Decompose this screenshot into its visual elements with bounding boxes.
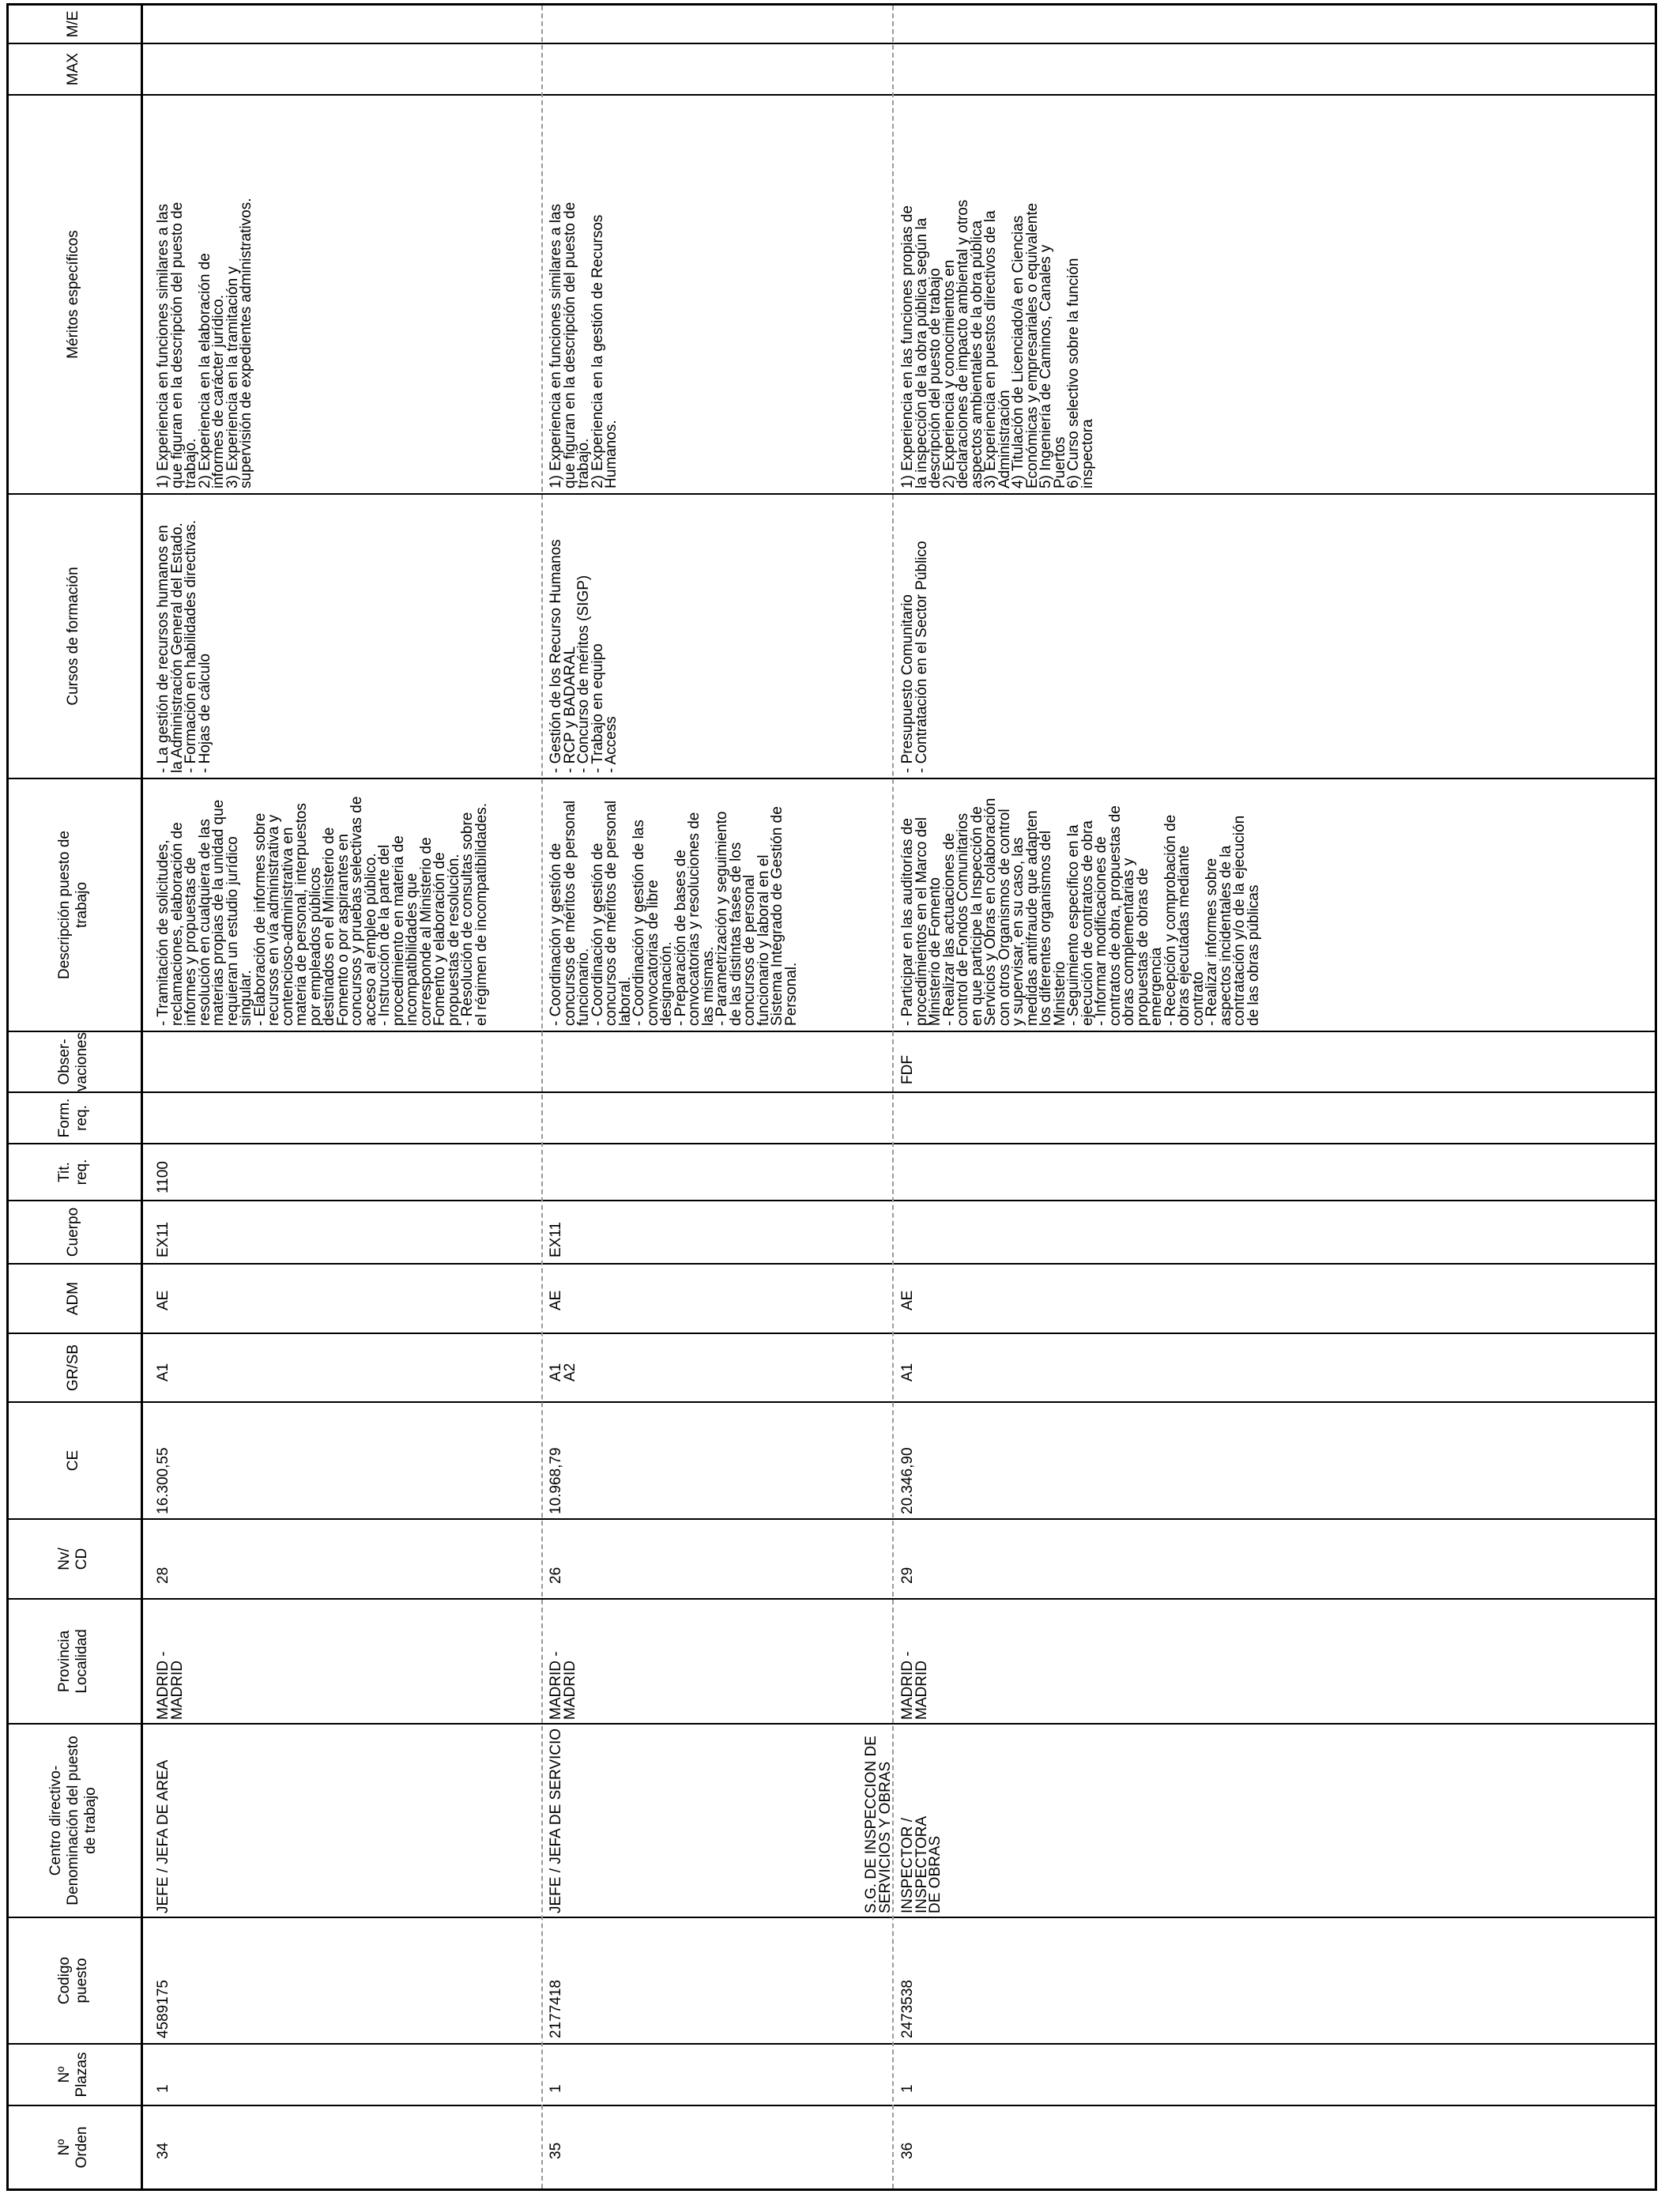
header-max: MAX [65,52,81,86]
column-separator [142,1401,1655,1403]
column-separator [142,1263,1655,1265]
cell-grupo: A1 [155,1363,171,1382]
column-separator [142,1598,1655,1600]
cell-meritos: 1) Experiencia en funciones similares a las que figuran en la descripción del puesto de trabajo. 2) Experiencia en la elaboración de informes de carácter jurídico. 3) Experiencia en la tramitación y supervisión de expedientes administrativos. [155,198,254,488]
cell-codigo: 2473538 [899,1980,916,2038]
header-codigo: Codigo puesto [56,1956,90,2005]
header-centro: Centro directivo- Denominación del puesto de trabajo [47,1736,99,1906]
section-label: S.G. DE INSPECCION DE SERVICIOS Y OBRAS [863,1736,894,1913]
cell-ce: 10.968,79 [548,1447,564,1514]
header-titulacion: Tit. req. [56,1159,90,1186]
table-border-left [6,2188,1657,2191]
cell-meritos: 1) Experiencia en las funciones propias de la inspección de la obra pública según la descripción del puesto de trabajo 2) Experiencia y conocimientos en declaraciones de impacto ambiental y otros aspectos ambientales de la obra pública 3) Experiencia en puestos directivos de la Administración 4) Titulación de Licenciado/a en Ciencias Económicas y empresariales o equivalente 5) Ingeniería de Caminos, Canales y Puertos 6) Curso selectivo sobre la función inspectora [899,199,1096,488]
column-separator [142,1333,1655,1334]
cell-cuerpo: EX11 [155,1221,171,1257]
header-adm: ADM [65,1281,81,1316]
column-separator [142,1723,1655,1725]
cell-titulacion: 1100 [155,1161,171,1193]
column-separator [142,1200,1655,1201]
cell-cursos: - Presupuesto Comunitario - Contratación en el Sector Público [899,541,930,773]
cell-descripcion: - Coordinación y gestión de concursos de méritos de personal funcionario. - Coordinación y gestión de concursos de méritos de personal laboral. - Coordinación y gestión de las convocatorias de libre designación. - Preparación de bases de convocatorias y resoluciones de las mismas. - Parametrización y seguimiento de las distintas fases de los concursos de personal funcionario y laboral en el Sistema Integrado de Gestión de Personal. [548,800,800,1026]
column-separator [142,778,1655,779]
column-separator [142,1091,1655,1093]
header-me: M/E [65,10,81,38]
header-descripcion: Descripción puesto de trabajo [56,831,90,979]
cell-cursos: - Gestión de los Recurso Humanos - RCP y BADARAL - Concurso de méritos (SIGP) - Trabajo en equipo - Access [548,539,620,773]
row-separator-35 [541,6,543,2188]
cell-descripcion: - Participar en las auditorías de procedimientos en el Marco del Ministerio de Fomento - Realizar las actuaciones de control de Fondos Comunitarios en que participe la Inspección de Servicios y Obras en colaboración con otros Organismos de control y supervisar, en su caso, las medidas antifraude que adapten los diferentes organismos del Ministerio - Seguimiento específico en la ejecución de contratos de obra - Informar modificaciones de contratos de obra, propuestas de obras complementarias y propuestas de obras de emergencia - Recepción y comprobación de obras ejecutadas mediante contrato - Realizar informes sobre aspectos incidentales de la contratación y/o de la ejecución de las obras públicas [899,797,1262,1026]
cell-orden: 36 [899,2142,916,2159]
cell-nivel: 28 [155,1566,171,1584]
header-plazas: Nº Plazas [56,2052,90,2098]
cell-plazas: 1 [899,2084,916,2093]
cell-adm: AE [899,1290,916,1310]
cell-cuerpo: EX11 [548,1221,564,1257]
column-separator [142,1143,1655,1144]
header-provincia: Provincia Localidad [56,1629,90,1694]
column-separator [142,94,1655,96]
cell-denominacion: JEFE / JEFA DE AREA [155,1759,171,1913]
cell-codigo: 2177418 [548,1980,564,2038]
cell-provincia: MADRID - MADRID [155,1651,186,1720]
cell-nivel: 26 [548,1566,564,1584]
column-separator [142,2043,1655,2045]
column-separator [142,1917,1655,1918]
cell-descripcion: - Tramitación de solicitudes, reclamaciones, elaboración de informes y propuestas de resolución en cualquiera de las materias propias de la unidad que requieran un estudio jurídico singular. - Elaboración de informes sobre recursos en vía administrativa y contencioso-administrativa en materia de personal, interpuestos por empleados públicos destinados en el Ministerio de Fomento o por aspirantes en concursos y pruebas selectivas de acceso al empleo público. - Instrucción de la parte del procedimiento en materia de incompatibilidades que corresponde al Ministerio de Fomento y elaboración de propuestas de resolución. - Resolución de consultas sobre el régimen de incompatibilidades. [155,796,490,1026]
cell-provincia: MADRID - MADRID [548,1651,578,1720]
header-bottom-rule [141,3,143,2191]
header-observaciones: Obser- vaciones [56,1032,90,1091]
cell-grupo: A1 [899,1363,916,1382]
column-separator [142,1518,1655,1520]
cell-cursos: - La gestión de recursos humanos en la Administración General del Estado. - Formación en habilidades directivas. - Hojas de cálculo [155,520,213,773]
column-separator [142,1031,1655,1032]
cell-nivel: 29 [899,1566,916,1584]
cell-ce: 16.300,55 [155,1447,171,1514]
cell-orden: 34 [155,2142,171,2159]
cell-codigo: 4589175 [155,1980,171,2038]
header-cursos: Cursos de formación [65,567,81,706]
cell-orden: 35 [548,2142,564,2159]
cell-denominacion: INSPECTOR / INSPECTORA DE OBRAS [899,1815,944,1913]
header-nivel: Nv/ CD [56,1547,90,1570]
cell-provincia: MADRID - MADRID [899,1651,930,1720]
header-ce: CE [65,1449,81,1472]
header-meritos: Méritos específicos [65,230,81,359]
cell-adm: AE [548,1290,564,1310]
cell-plazas: 1 [155,2084,171,2093]
column-separator [142,43,1655,44]
cell-observaciones: FDF [899,1055,916,1084]
table-border-bottom [1655,3,1657,2191]
cell-plazas: 1 [548,2084,564,2093]
header-formacion: Form. req. [56,1098,90,1138]
cell-meritos: 1) Experiencia en funciones similares a las que figuran en la descripción del puesto de trabajo. 2) Experiencia en la gestión de Recursos Humanos. [548,202,620,488]
cell-adm: AE [155,1290,171,1310]
column-separator [142,493,1655,495]
header-cuerpo: Cuerpo [65,1207,81,1257]
header-orden: Nº Orden [56,2126,90,2169]
header-grupo: GR/SB [65,1344,81,1392]
table-border-right [6,3,1657,6]
cell-ce: 20.346,90 [899,1447,916,1514]
cell-denominacion: JEFE / JEFA DE SERVICIO [548,1728,564,1913]
cell-grupo: A1 A2 [548,1363,578,1382]
column-separator [142,2105,1655,2106]
